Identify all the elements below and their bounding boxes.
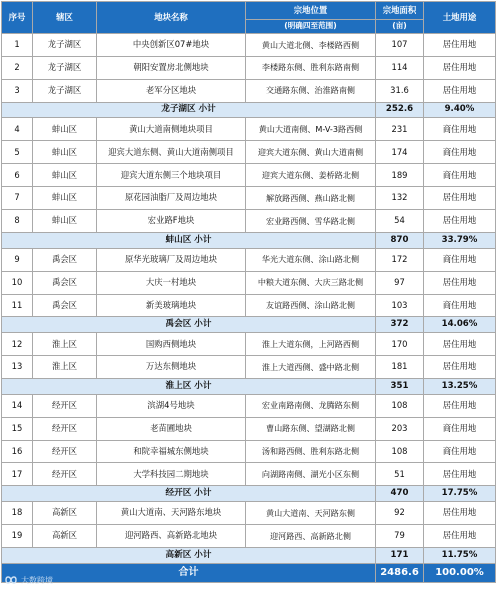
- total-row: [2, 563, 496, 582]
- cell-name: 迎宾大道东侧三个地块项目: [97, 164, 246, 187]
- cell-district: 禹会区: [33, 271, 97, 294]
- header-location-sub: (明确四至范围): [246, 20, 376, 34]
- cell-district: 淮上区: [33, 356, 97, 379]
- subtotal-label: 淮上区 小计: [2, 378, 376, 394]
- cell-location: 交通路东侧、治淮路南侧: [246, 79, 376, 102]
- cell-use: 居住用地: [424, 56, 496, 79]
- subtotal-label: 蚌山区 小计: [2, 232, 376, 248]
- cell-location: 迎河路西、高新路北侧: [246, 525, 376, 548]
- cell-area: 172: [376, 248, 424, 271]
- cell-district: 经开区: [33, 440, 97, 463]
- cell-name: 国购西侧地块: [97, 333, 246, 356]
- cell-no: 9: [2, 248, 33, 271]
- cell-location: 黄山大道南侧、M-V-3路西侧: [246, 118, 376, 141]
- table-row: [2, 118, 496, 141]
- watermark-logo: [4, 573, 53, 587]
- cell-name: 迎宾大道东侧、黄山大道南侧项目: [97, 141, 246, 164]
- cell-name: 中央创新区07#地块: [97, 34, 246, 57]
- cell-location: 汤和路西侧、胜利东路北侧: [246, 440, 376, 463]
- cell-district: 淮上区: [33, 333, 97, 356]
- cell-no: 4: [2, 118, 33, 141]
- cell-location: 华光大道东侧、涂山路北侧: [246, 248, 376, 271]
- cell-name: 朝阳安置房北侧地块: [97, 56, 246, 79]
- subtotal-area: 252.6: [376, 102, 424, 118]
- cell-location: 中粮大道东侧、大庆三路北侧: [246, 271, 376, 294]
- cell-district: 龙子湖区: [33, 79, 97, 102]
- table-row: [2, 463, 496, 486]
- cell-location: 淮上大道东侧，上河路西侧: [246, 333, 376, 356]
- total-percent: 100.00%: [424, 563, 496, 582]
- cell-no: 12: [2, 333, 33, 356]
- cell-location: 黄山大道南、天河路东侧: [246, 502, 376, 525]
- cell-location: 黄山大道北侧、李楼路西侧: [246, 34, 376, 57]
- subtotal-row: [2, 378, 496, 394]
- cell-no: 3: [2, 79, 33, 102]
- cell-name: 滨湖4号地块: [97, 394, 246, 417]
- cell-district: 蚌山区: [33, 118, 97, 141]
- cell-district: 蚌山区: [33, 141, 97, 164]
- table-row: [2, 356, 496, 379]
- cell-area: 114: [376, 56, 424, 79]
- cell-use: 商住用地: [424, 417, 496, 440]
- table-row: [2, 417, 496, 440]
- land-table-container: [1, 1, 495, 590]
- cell-use: 居住用地: [424, 502, 496, 525]
- cell-no: 1: [2, 34, 33, 57]
- cell-name: 原花园油脂厂及周边地块: [97, 187, 246, 210]
- cell-area: 132: [376, 187, 424, 210]
- subtotal-row: [2, 317, 496, 333]
- total-area: 2486.6: [376, 563, 424, 582]
- table-row: [2, 394, 496, 417]
- cell-area: 97: [376, 271, 424, 294]
- table-row: [2, 525, 496, 548]
- cell-area: 170: [376, 333, 424, 356]
- table-row: [2, 56, 496, 79]
- cell-name: 大学科技园二期地块: [97, 463, 246, 486]
- subtotal-label: 经开区 小计: [2, 486, 376, 502]
- cell-district: 蚌山区: [33, 210, 97, 233]
- subtotal-label: 高新区 小计: [2, 547, 376, 563]
- cell-name: 黄山大道南侧地块项目: [97, 118, 246, 141]
- cell-area: 103: [376, 294, 424, 317]
- cell-no: 8: [2, 210, 33, 233]
- header-district: 辖区: [33, 2, 97, 34]
- cell-name: 原华光玻璃厂及周边地块: [97, 248, 246, 271]
- cell-no: 2: [2, 56, 33, 79]
- subtotal-percent: 11.75%: [424, 547, 496, 563]
- cell-location: 向湖路南侧、湖光小区东侧: [246, 463, 376, 486]
- table-row: [2, 294, 496, 317]
- subtotal-row: [2, 547, 496, 563]
- cell-name: 老苗圃地块: [97, 417, 246, 440]
- cell-area: 79: [376, 525, 424, 548]
- cell-no: 6: [2, 164, 33, 187]
- cell-use: 商住用地: [424, 440, 496, 463]
- cell-no: 13: [2, 356, 33, 379]
- cell-district: 龙子湖区: [33, 34, 97, 57]
- subtotal-area: 372: [376, 317, 424, 333]
- table-row: [2, 440, 496, 463]
- cell-location: 李楼路东侧、胜利东路南侧: [246, 56, 376, 79]
- total-label: 合计: [2, 563, 376, 582]
- cell-no: 7: [2, 187, 33, 210]
- header-area: 宗地面积: [376, 2, 424, 20]
- cell-no: 15: [2, 417, 33, 440]
- subtotal-area: 171: [376, 547, 424, 563]
- table-row: [2, 34, 496, 57]
- cell-no: 17: [2, 463, 33, 486]
- header-name: 地块名称: [97, 2, 246, 34]
- cell-use: 商住用地: [424, 118, 496, 141]
- header-no: 序号: [2, 2, 33, 34]
- cell-area: 92: [376, 502, 424, 525]
- cell-area: 181: [376, 356, 424, 379]
- cell-no: 14: [2, 394, 33, 417]
- cell-district: 龙子湖区: [33, 56, 97, 79]
- cell-area: 203: [376, 417, 424, 440]
- table-row: [2, 210, 496, 233]
- subtotal-percent: 33.79%: [424, 232, 496, 248]
- cell-use: 居住用地: [424, 463, 496, 486]
- cell-no: 11: [2, 294, 33, 317]
- cell-district: 蚌山区: [33, 164, 97, 187]
- subtotal-row: [2, 232, 496, 248]
- cell-area: 51: [376, 463, 424, 486]
- cell-location: 宏业南路南侧、龙腾路东侧: [246, 394, 376, 417]
- logo-icon: [4, 574, 18, 586]
- cell-district: 禹会区: [33, 248, 97, 271]
- table-row: [2, 502, 496, 525]
- cell-use: 居住用地: [424, 356, 496, 379]
- cell-area: 54: [376, 210, 424, 233]
- cell-location: 迎宾大道东侧、黄山大道南侧: [246, 141, 376, 164]
- cell-area: 108: [376, 440, 424, 463]
- table-row: [2, 141, 496, 164]
- cell-use: 居住用地: [424, 525, 496, 548]
- cell-district: 高新区: [33, 502, 97, 525]
- watermark-text: 大数跨境: [21, 575, 53, 585]
- cell-use: 居住用地: [424, 271, 496, 294]
- cell-no: 5: [2, 141, 33, 164]
- subtotal-area: 351: [376, 378, 424, 394]
- table-row: [2, 248, 496, 271]
- cell-area: 174: [376, 141, 424, 164]
- cell-location: 曹山路东侧、望湖路北侧: [246, 417, 376, 440]
- cell-name: 和院幸福城东侧地块: [97, 440, 246, 463]
- subtotal-percent: 9.40%: [424, 102, 496, 118]
- cell-area: 107: [376, 34, 424, 57]
- header-location: 宗地位置: [246, 2, 376, 20]
- cell-area: 189: [376, 164, 424, 187]
- cell-use: 居住用地: [424, 79, 496, 102]
- cell-area: 31.6: [376, 79, 424, 102]
- cell-location: 淮上大道西侧、盛中路北侧: [246, 356, 376, 379]
- subtotal-percent: 13.25%: [424, 378, 496, 394]
- cell-name: 万达东侧地块: [97, 356, 246, 379]
- subtotal-area: 870: [376, 232, 424, 248]
- subtotal-percent: 14.06%: [424, 317, 496, 333]
- subtotal-label: 禹会区 小计: [2, 317, 376, 333]
- cell-name: 大庆一村地块: [97, 271, 246, 294]
- cell-district: 蚌山区: [33, 187, 97, 210]
- cell-name: 迎河路西、高新路北地块: [97, 525, 246, 548]
- cell-use: 居住用地: [424, 394, 496, 417]
- cell-use: 居住用地: [424, 333, 496, 356]
- cell-district: 经开区: [33, 463, 97, 486]
- cell-use: 商住用地: [424, 141, 496, 164]
- table-row: [2, 333, 496, 356]
- cell-name: 老军分区地块: [97, 79, 246, 102]
- cell-use: 商住用地: [424, 294, 496, 317]
- cell-no: 19: [2, 525, 33, 548]
- cell-area: 108: [376, 394, 424, 417]
- header-use: 土地用途: [424, 2, 496, 34]
- cell-name: 黄山大道南、天河路东地块: [97, 502, 246, 525]
- land-parcel-table: [1, 1, 496, 583]
- cell-use: 居住用地: [424, 210, 496, 233]
- subtotal-percent: 17.75%: [424, 486, 496, 502]
- cell-no: 16: [2, 440, 33, 463]
- cell-name: 新美玻璃地块: [97, 294, 246, 317]
- subtotal-row: [2, 102, 496, 118]
- cell-location: 宏业路西侧、雪华路北侧: [246, 210, 376, 233]
- cell-use: 商住用地: [424, 164, 496, 187]
- cell-use: 居住用地: [424, 187, 496, 210]
- cell-area: 231: [376, 118, 424, 141]
- cell-location: 友谊路西侧、涂山路北侧: [246, 294, 376, 317]
- cell-use: 居住用地: [424, 34, 496, 57]
- cell-location: 迎宾大道东侧、姜桥路北侧: [246, 164, 376, 187]
- cell-district: 经开区: [33, 417, 97, 440]
- cell-district: 禹会区: [33, 294, 97, 317]
- subtotal-row: [2, 486, 496, 502]
- cell-district: 经开区: [33, 394, 97, 417]
- table-row: [2, 79, 496, 102]
- cell-use: 商住用地: [424, 248, 496, 271]
- table-row: [2, 187, 496, 210]
- header-area-unit: (亩): [376, 20, 424, 34]
- cell-location: 解放路西侧、燕山路北侧: [246, 187, 376, 210]
- cell-no: 10: [2, 271, 33, 294]
- subtotal-area: 470: [376, 486, 424, 502]
- cell-name: 宏业路F地块: [97, 210, 246, 233]
- table-body: [2, 34, 496, 583]
- table-row: [2, 164, 496, 187]
- cell-district: 高新区: [33, 525, 97, 548]
- table-row: [2, 271, 496, 294]
- cell-no: 18: [2, 502, 33, 525]
- subtotal-label: 龙子湖区 小计: [2, 102, 376, 118]
- table-header: [2, 2, 496, 34]
